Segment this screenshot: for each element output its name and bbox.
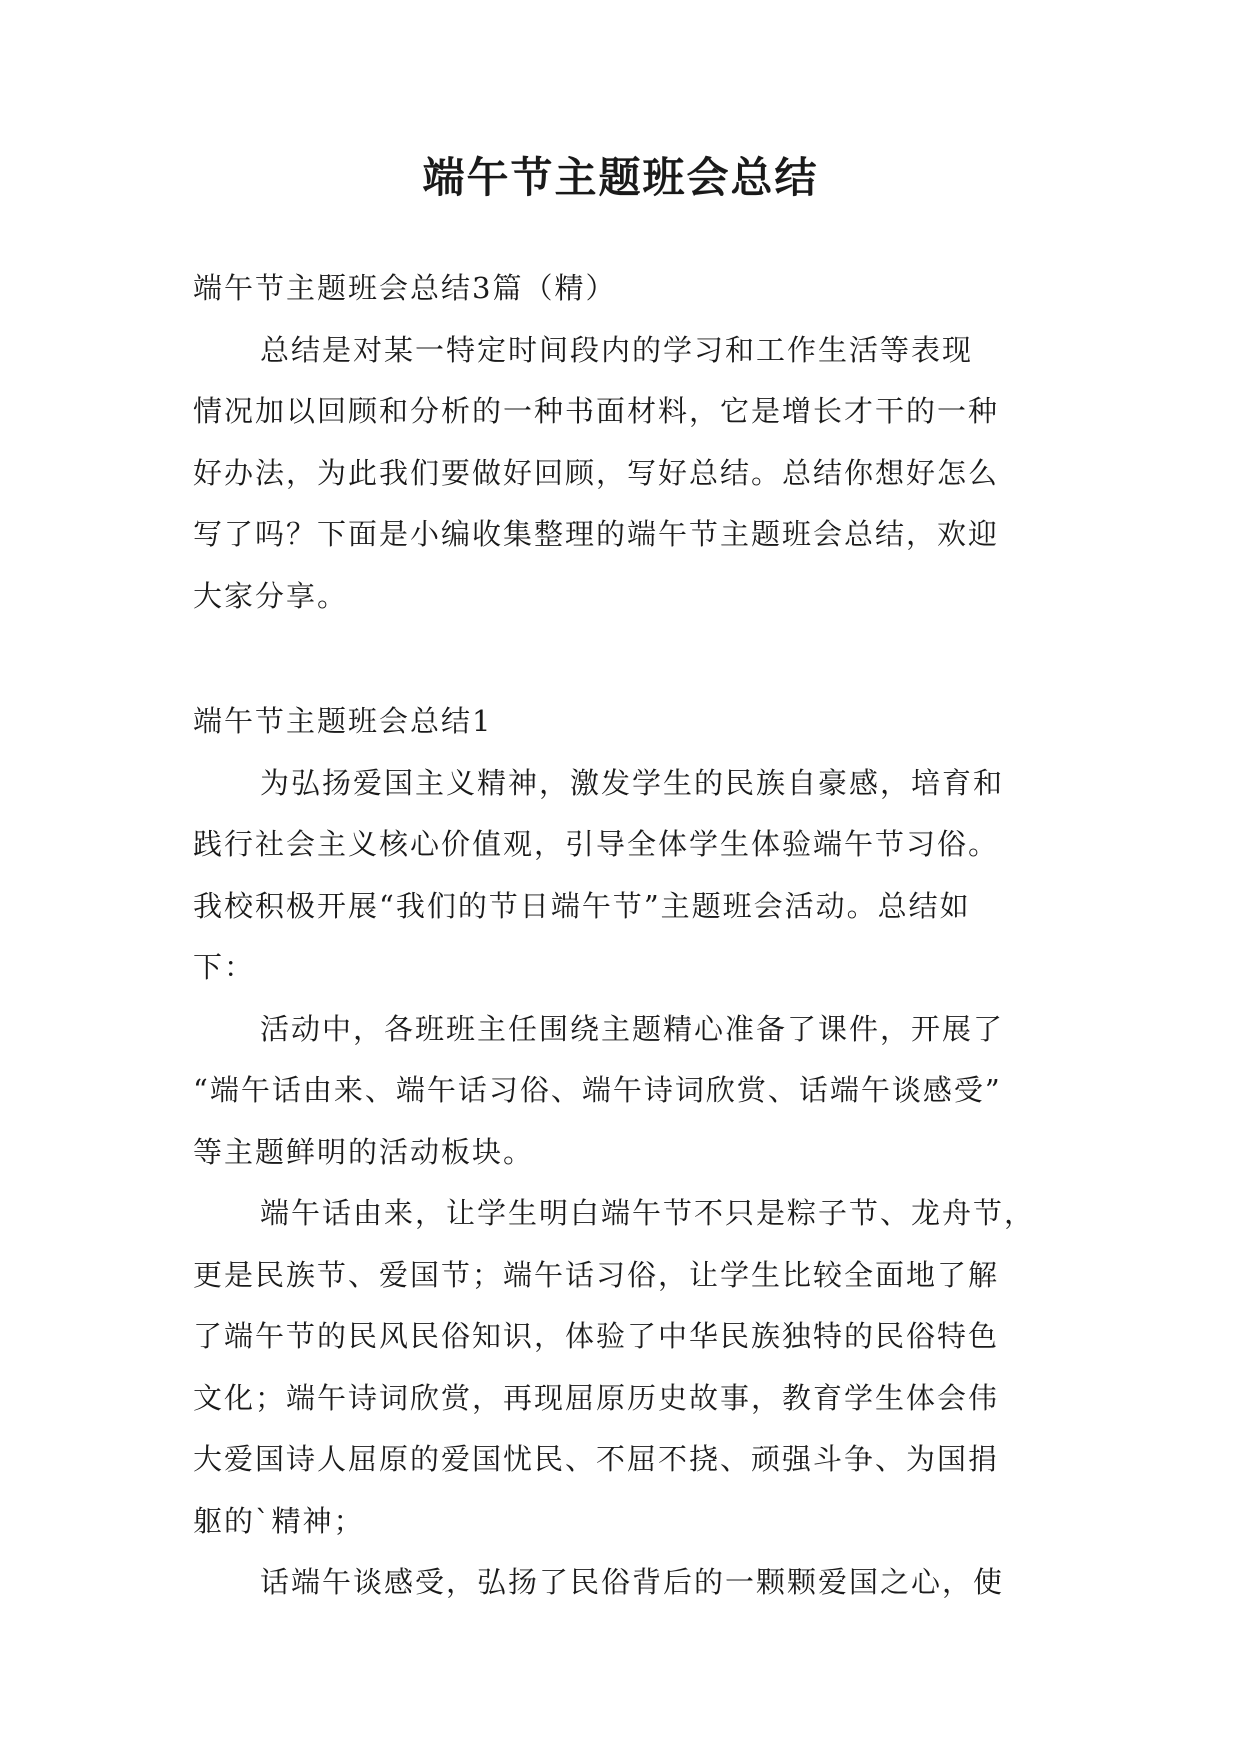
paragraph-line: 了端午节的民风民俗知识，体验了中华民族独特的民俗特色 (193, 1319, 1000, 1353)
intro-line: 情况加以回顾和分析的一种书面材料，它是增长才干的一种 (193, 394, 1000, 428)
paragraph-line: 端午话由来，让学生明白端午节不只是粽子节、龙舟节， (260, 1196, 1036, 1230)
intro-paragraph (193, 320, 1053, 628)
intro-line: 大家分享。 (193, 578, 349, 613)
paragraph-line: 躯的`精神； (193, 1503, 365, 1538)
intro-line: 写了吗？下面是小编收集整理的端午节主题班会总结，欢迎 (193, 517, 1000, 551)
paragraph-2 (193, 999, 1053, 1184)
paragraph-line: 话端午谈感受，弘扬了民俗背后的一颗颗爱国之心，使 (260, 1565, 1005, 1599)
paragraph-line: 为弘扬爱国主义精神，激发学生的民族自豪感，培育和 (260, 765, 1005, 800)
paragraph-line: 活动中，各班班主任围绕主题精心准备了课件，开展了 (260, 1011, 1005, 1046)
paragraph-line: “端午话由来、端午话习俗、端午诗词欣赏、话端午谈感受” (193, 1073, 1002, 1107)
paragraph-line: 我校积极开展“我们的节日端午节”主题班会活动。总结如 (193, 888, 971, 923)
document-title: 端午节主题班会总结 (422, 153, 819, 202)
paragraph-4 (193, 1552, 1053, 1614)
paragraph-line: 大爱国诗人屈原的爱国忧民、不屈不挠、顽强斗争、为国捐 (193, 1442, 1000, 1476)
paragraph-line: 文化；端午诗词欣赏，再现屈原历史故事，教育学生体会伟 (193, 1380, 1000, 1415)
paragraph-1 (193, 753, 1053, 999)
paragraph-line: 更是民族节、爱国节；端午话习俗，让学生比较全面地了解 (193, 1257, 1000, 1292)
section-spacer (193, 627, 1053, 691)
intro-line: 好办法，为此我们要做好回顾，写好总结。总结你想好怎么 (193, 455, 1000, 490)
paragraph-line: 下： (193, 950, 256, 984)
document-subtitle: 端午节主题班会总结3篇（精） (193, 271, 617, 305)
paragraph-line: 等主题鲜明的活动板块。 (193, 1134, 535, 1169)
intro-line: 总结是对某一特定时间段内的学习和工作生活等表现 (260, 332, 974, 367)
paragraph-line: 践行社会主义核心价值观，引导全体学生体验端午节习俗。 (193, 827, 1000, 861)
paragraph-3 (193, 1183, 1053, 1552)
document-body (193, 258, 1053, 1614)
section-heading: 端午节主题班会总结1 (193, 704, 493, 738)
